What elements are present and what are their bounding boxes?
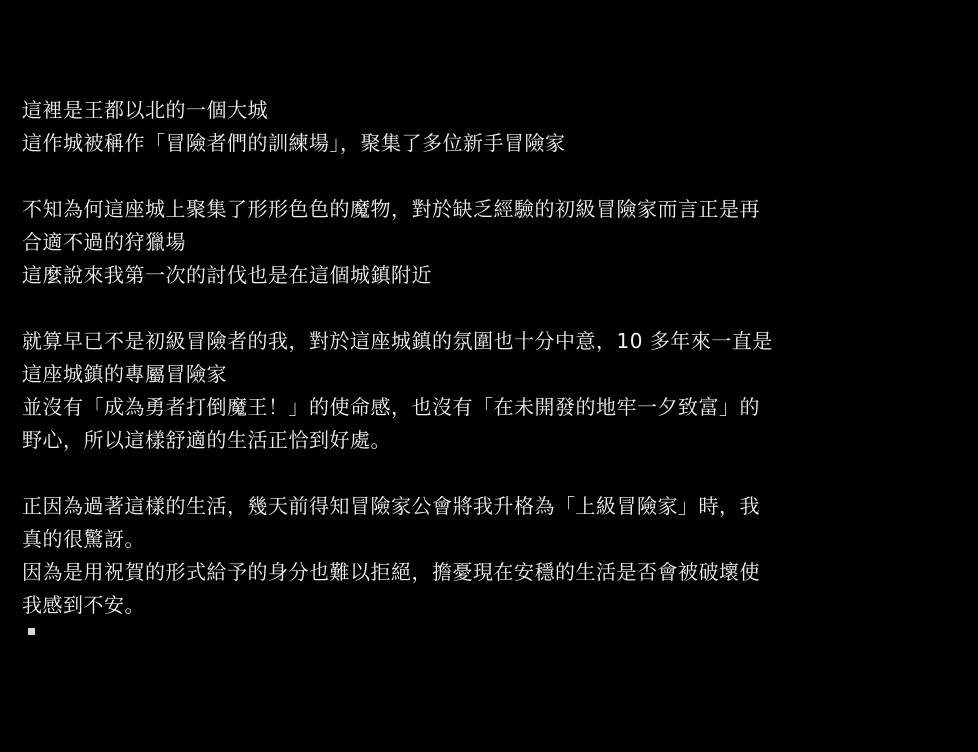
text-line: 並沒有「成為勇者打倒魔王！」的使命感，也沒有「在未開發的地牢一夕致富」的 <box>22 395 760 419</box>
text-line: 這裡是王都以北的一個大城 <box>22 98 268 122</box>
text-line: 我感到不安。 <box>22 593 145 617</box>
text-line: 正因為過著這樣的生活，幾天前得知冒險家公會將我升格為「上級冒險家」時，我 <box>22 494 760 518</box>
text-line: 這座城鎮的專屬冒險家 <box>22 362 227 386</box>
paragraph-3 <box>22 325 882 457</box>
text-line: 合適不過的狩獵場 <box>22 230 186 254</box>
text-line: 這作城被稱作「冒險者們的訓練場」，聚集了多位新手冒險家 <box>22 131 566 155</box>
text-cursor-marker <box>28 628 35 635</box>
text-line: 真的很驚訝。 <box>22 527 145 551</box>
text-line: 不知為何這座城上聚集了形形色色的魔物，對於缺乏經驗的初級冒險家而言正是再 <box>22 197 760 221</box>
text-line: 因為是用祝賀的形式給予的身分也難以拒絕，擔憂現在安穩的生活是否會被破壞使 <box>22 560 760 584</box>
story-text-body <box>22 94 882 622</box>
text-line: 野心，所以這樣舒適的生活正恰到好處。 <box>22 428 391 452</box>
paragraph-4 <box>22 490 882 622</box>
paragraph-2 <box>22 193 882 292</box>
text-line: 這麼說來我第一次的討伐也是在這個城鎮附近 <box>22 263 432 287</box>
text-line: 就算早已不是初級冒險者的我，對於這座城鎮的氛圍也十分中意，10 多年來一直是 <box>22 329 773 353</box>
paragraph-1 <box>22 94 882 160</box>
